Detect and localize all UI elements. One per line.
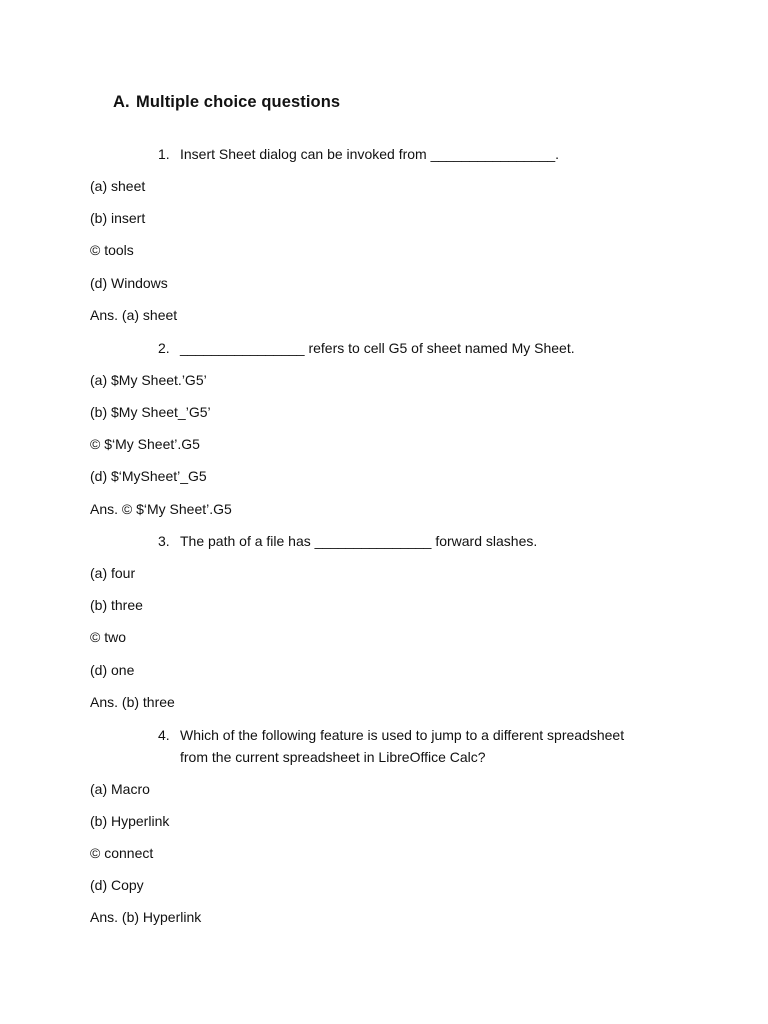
question-text: ________________ refers to cell G5 of sheet named My Sheet.	[180, 340, 575, 356]
option-item: (a) Macro	[90, 781, 150, 797]
option-item: (b) $My Sheet_’G5’	[90, 404, 211, 420]
option-item: (b) insert	[90, 210, 146, 226]
option-item: (a) four	[90, 565, 136, 581]
option-item: © tools	[90, 242, 134, 258]
option-item: © connect	[90, 845, 154, 861]
question-2	[158, 337, 658, 359]
section-heading	[113, 93, 340, 112]
question-1	[158, 143, 658, 165]
question-number: 4.	[158, 727, 170, 743]
option-item: (d) Copy	[90, 877, 144, 893]
answer-line: Ans. © $‘My Sheet’.G5	[90, 501, 232, 517]
question-text: Insert Sheet dialog can be invoked from ________________.	[180, 146, 560, 162]
answer-line: Ans. (a) sheet	[90, 307, 178, 323]
question-3	[158, 530, 658, 552]
answer-line: Ans. (b) three	[90, 694, 175, 710]
question-number: 2.	[158, 340, 170, 356]
option-item: (d) Windows	[90, 275, 168, 291]
option-item: (a) sheet	[90, 178, 146, 194]
option-item: (a) $My Sheet.’G5’	[90, 372, 207, 388]
question-text: Which of the following feature is used to jump to a different spreadsheet from the current spreadsheet in LibreOffice Calc?	[180, 727, 625, 765]
question-number: 3.	[158, 533, 170, 549]
question-4	[158, 724, 648, 768]
section-letter: A.	[113, 93, 130, 111]
answer-line: Ans. (b) Hyperlink	[90, 909, 202, 925]
option-item: © $‘My Sheet’.G5	[90, 436, 200, 452]
option-item: © two	[90, 629, 126, 645]
question-number: 1.	[158, 146, 170, 162]
option-item: (d) $‘MySheet’_G5	[90, 468, 207, 484]
question-text: The path of a file has _______________ forward slashes.	[180, 533, 538, 549]
section-title: Multiple choice questions	[136, 93, 341, 111]
option-item: (d) one	[90, 662, 135, 678]
option-item: (b) Hyperlink	[90, 813, 170, 829]
option-item: (b) three	[90, 597, 143, 613]
